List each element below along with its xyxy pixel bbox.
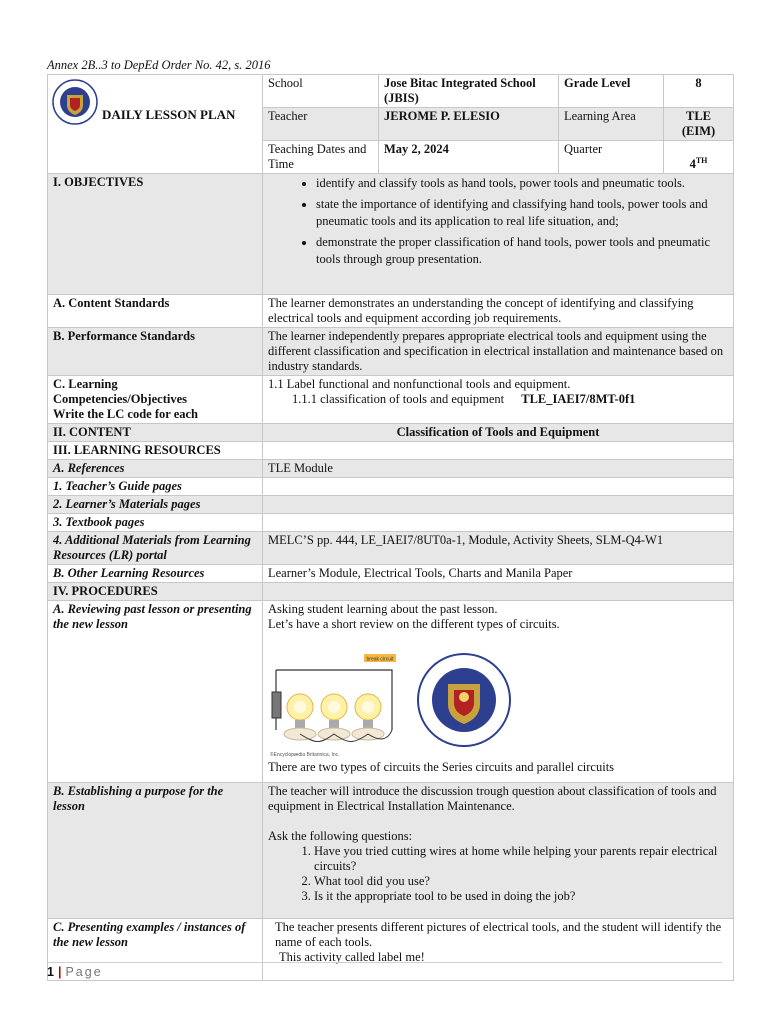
procedure-b-label: B. Establishing a purpose for the lesson bbox=[48, 783, 263, 919]
objectives-list bbox=[268, 175, 728, 268]
content-standards-text: The learner demonstrates an understanding the concept of identifying and classifying electrical tools and equipment according job requirements. bbox=[263, 295, 734, 328]
competencies-text: 1.1 Label functional and nonfunctional tools and equipment. 1.1.1 classification of tools and equipment TLE_IAEI7/8MT-0f1 bbox=[263, 376, 734, 424]
circuit-credit: ©Encyclopædia Britannica, Inc. bbox=[270, 752, 340, 758]
additional-materials-label: 4. Additional Materials from Learning Resources (LR) portal bbox=[48, 532, 263, 565]
references-value: TLE Module bbox=[263, 460, 734, 478]
procedure-c-content: The teacher presents different pictures of electrical tools, and the student will identify the name of each tools. This activity called label me! bbox=[263, 919, 734, 981]
teacher-label: Teacher bbox=[263, 108, 379, 141]
teachers-guide-label: 1. Teacher’s Guide pages bbox=[48, 478, 263, 496]
question-list bbox=[268, 844, 728, 904]
annex-note: Annex 2B..3 to DepEd Order No. 42, s. 2016 bbox=[47, 58, 271, 72]
question-item: 1. Have you tried cutting wires at home while helping your parents repair electrical circuits? bbox=[314, 844, 728, 874]
circuit-diagram-image bbox=[268, 652, 398, 760]
quarter-label: Quarter bbox=[559, 141, 664, 174]
deped-seal-large-icon bbox=[416, 652, 512, 748]
dates-value: May 2, 2024 bbox=[379, 141, 559, 174]
references-label: A. References bbox=[48, 460, 263, 478]
procedure-a-label: A. Reviewing past lesson or presenting the new lesson bbox=[48, 601, 263, 783]
grade-label: Grade Level bbox=[559, 75, 664, 108]
grade-value: 8 bbox=[664, 75, 734, 108]
competencies-label: C. Learning Competencies/Objectives Write the LC code for each bbox=[48, 376, 263, 424]
procedures-label: IV. PROCEDURES bbox=[48, 583, 263, 601]
page-footer: 1 | Page bbox=[47, 965, 103, 979]
circuit-illustrations bbox=[268, 652, 728, 760]
objective-item: • state the importance of identifying and classifying hand tools, power tools and pneumatic tools and its application to real life situation, and; bbox=[316, 196, 728, 230]
deped-seal-icon bbox=[52, 79, 98, 125]
other-resources-label: B. Other Learning Resources bbox=[48, 565, 263, 583]
footer-divider bbox=[47, 962, 722, 963]
lesson-plan-table bbox=[47, 74, 734, 981]
header-logo-cell bbox=[48, 75, 263, 174]
page-word: Page bbox=[65, 965, 103, 979]
question-item: 2. What tool did you use? bbox=[314, 874, 728, 889]
objective-item: • demonstrate the proper classification of hand tools, power tools and pneumatic tools through group presentation. bbox=[316, 234, 728, 268]
objectives-label: I. OBJECTIVES bbox=[48, 174, 263, 295]
textbook-label: 3. Textbook pages bbox=[48, 514, 263, 532]
area-label: Learning Area bbox=[559, 108, 664, 141]
performance-standards-text: The learner independently prepares appropriate electrical tools and equipment using the different classification and specification in electrical installation and maintenance based on industry standards. bbox=[263, 328, 734, 376]
objectives-list-cell bbox=[263, 174, 734, 295]
learners-materials-label: 2. Learner’s Materials pages bbox=[48, 496, 263, 514]
procedure-a-content: Asking student learning about the past lesson. Let’s have a short review on the different types of circuits. break circuit ©Encyclopædia Britannica, Inc. There are two types of circuits the Series circuits and parallel circuits bbox=[263, 601, 734, 783]
other-resources-value: Learner’s Module, Electrical Tools, Charts and Manila Paper bbox=[263, 565, 734, 583]
area-value: TLE (EIM) bbox=[664, 108, 734, 141]
circuit-tag-label: break circuit bbox=[366, 656, 394, 663]
resources-label: III. LEARNING RESOURCES bbox=[48, 442, 263, 460]
performance-standards-label: B. Performance Standards bbox=[48, 328, 263, 376]
question-item: 3. Is it the appropriate tool to be used in doing the job? bbox=[314, 889, 728, 904]
objective-item: • identify and classify tools as hand tools, power tools and pneumatic tools. bbox=[316, 175, 728, 192]
content-label: II. CONTENT bbox=[48, 424, 263, 442]
additional-materials-value: MELC’S pp. 444, LE_IAEI7/8UT0a-1, Module, Activity Sheets, SLM-Q4-W1 bbox=[263, 532, 734, 565]
quarter-value: 4TH bbox=[664, 141, 734, 174]
procedure-b-content: The teacher will introduce the discussion trough question about classification of tools and equipment in Electrical Installation Maintenance. Ask the following questions: 1. Have you tried cutting wires at home while helping your parents repair electrical circuits? 2. What tool did you use? 3. Is it the appropriate tool to be used in doing the job? bbox=[263, 783, 734, 919]
school-value: Jose Bitac Integrated School (JBIS) bbox=[379, 75, 559, 108]
lc-code: TLE_IAEI7/8MT-0f1 bbox=[521, 392, 636, 406]
teacher-value: JEROME P. ELESIO bbox=[379, 108, 559, 141]
school-label: School bbox=[263, 75, 379, 108]
plan-title: DAILY LESSON PLAN bbox=[102, 107, 236, 122]
procedure-c-label: C. Presenting examples / instances of the new lesson bbox=[48, 919, 263, 981]
content-standards-label: A. Content Standards bbox=[48, 295, 263, 328]
content-value: Classification of Tools and Equipment bbox=[263, 424, 734, 442]
page-number: 1 bbox=[47, 965, 54, 979]
dates-label: Teaching Dates and Time bbox=[263, 141, 379, 174]
